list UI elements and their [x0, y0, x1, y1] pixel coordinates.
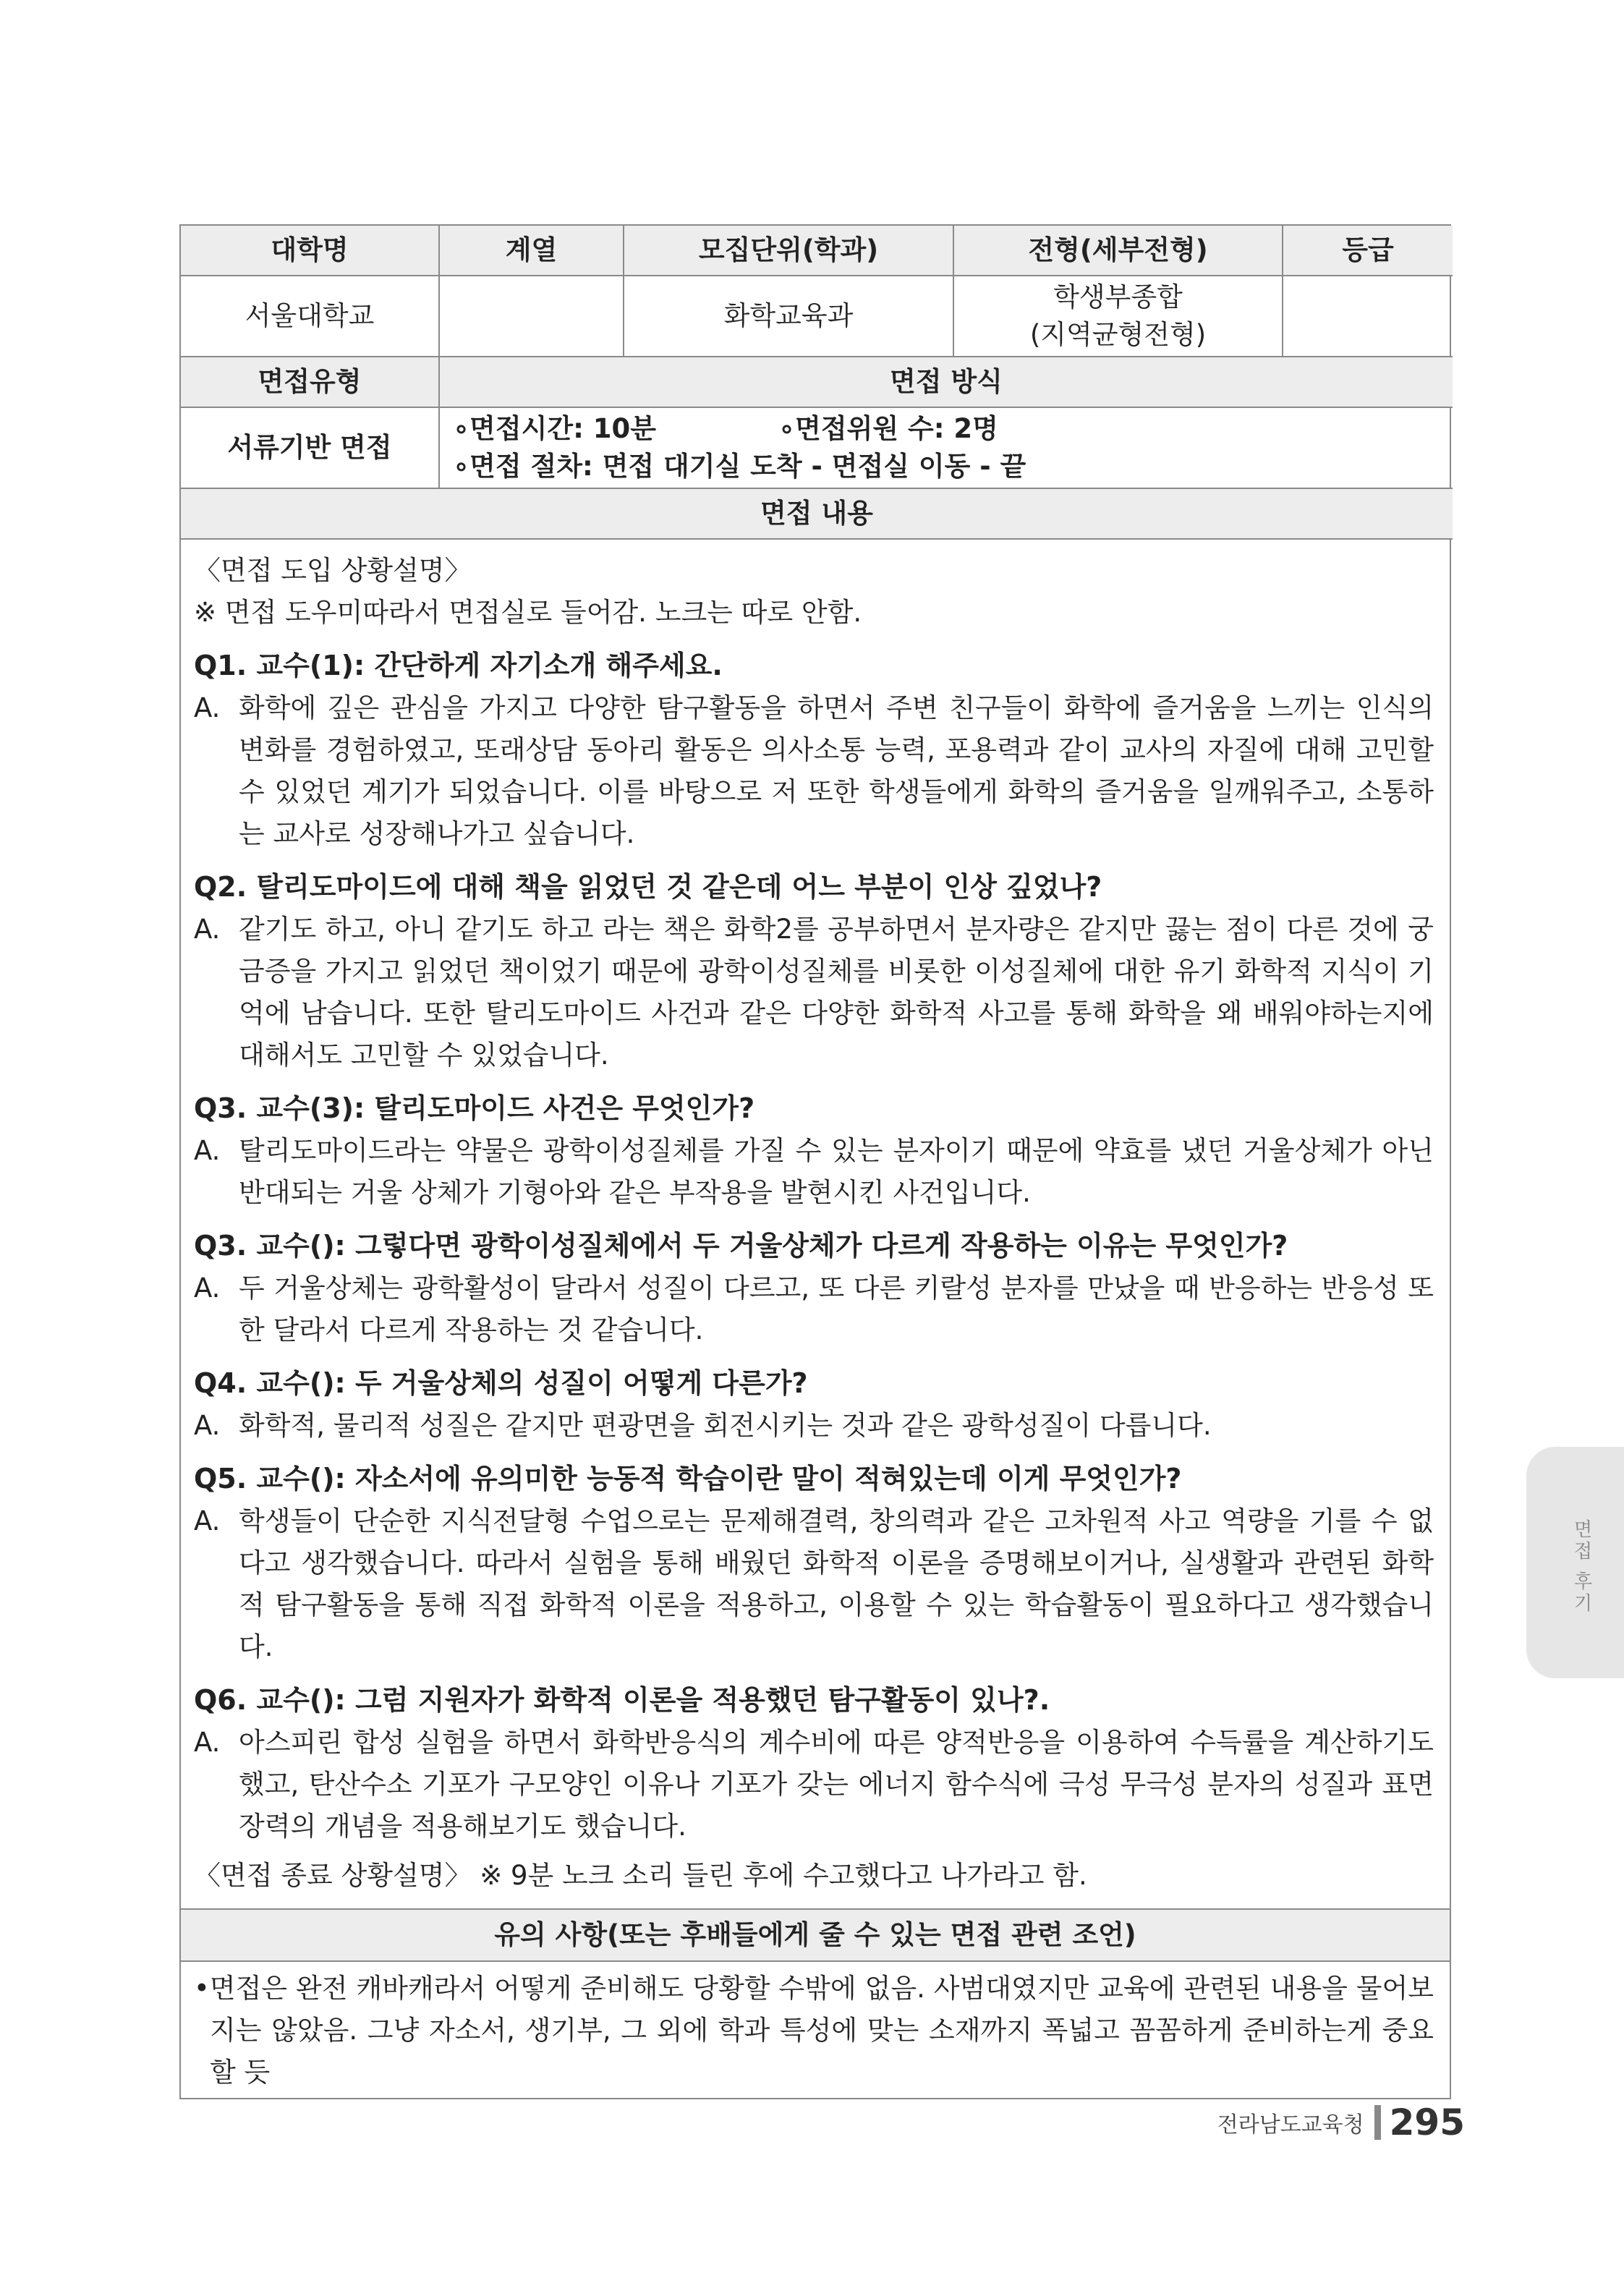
grade-value — [1283, 276, 1453, 357]
qa-item — [194, 644, 1434, 855]
interview-method-details — [439, 407, 1453, 488]
admission-line-2: (지역균형전형) — [1029, 319, 1207, 350]
page-footer — [1217, 2101, 1465, 2143]
question: Q1. 교수(1): 간단하게 자기소개 해주세요. — [194, 650, 723, 681]
interview-type-value: 서류기반 면접 — [181, 407, 439, 488]
qa-item — [194, 1087, 1434, 1214]
header-admission: 전형(세부전형) — [953, 226, 1283, 276]
question: Q3. 교수(3): 탈리도마이드 사건은 무엇인가? — [194, 1092, 755, 1124]
footer-divider — [1374, 2105, 1381, 2140]
page-number: 295 — [1389, 2101, 1465, 2143]
interviewer-count: ∘면접위원 수: 2명 — [778, 413, 998, 444]
closing-note: 〈면접 종료 상황설명〉 ※ 9분 노크 소리 들린 후에 수고했다고 나가라고 함. — [194, 1860, 1087, 1891]
question: Q4. 교수(): 두 거울상체의 성질이 어떻게 다른가? — [194, 1367, 808, 1399]
side-tab-label: 면접 후기 — [1570, 1519, 1592, 1615]
answer: A. 아스피린 합성 실험을 하면서 화학반응식의 계수비에 따른 양적반응을 이용하여 수득률을 계산하기도 했고, 탄산수소 기포가 구모양인 이유나 기포가 갖는 에너지 함수식에 극성 무극성 분자의 성질과 표면장력의 개념을 적용해보기도 했습니다. — [194, 1727, 1434, 1842]
admission-value — [953, 276, 1283, 357]
answer: A. 두 거울상체는 광학활성이 달라서 성질이 다르고, 또 다른 키랄성 분자를 만났을 때 반응하는 반응성 또한 달라서 다르게 작용하는 것 같습니다. — [194, 1272, 1434, 1346]
header-field: 계열 — [439, 226, 624, 276]
qa-item — [194, 1678, 1434, 1848]
interview-type-label: 면접유형 — [181, 357, 439, 407]
answer: A. 화학에 깊은 관심을 가지고 다양한 탐구활동을 하면서 주변 친구들이 화학에 즐거움을 느끼는 인식의 변화를 경험하였고, 또래상담 동아리 활동은 의사소통 능력, 포용력과 같이 교사의 자질에 대해 고민할 수 있었던 계기가 되었습니다. 이를 바탕으로 저 또한 학생들에게 화학의 즐거움을 일깨워주고, 소통하는 교사로 성장해나가고 싶습니다. — [194, 692, 1434, 849]
admission-line-1: 학생부종합 — [1053, 281, 1183, 313]
interview-method-label: 면접 방식 — [439, 357, 1453, 407]
side-tab — [1526, 1447, 1624, 1678]
content-label: 면접 내용 — [181, 488, 1453, 539]
university-value: 서울대학교 — [181, 276, 439, 357]
interview-time: ∘면접시간: 10분 — [453, 413, 657, 444]
info-table — [181, 226, 1453, 540]
qa-item — [194, 1457, 1434, 1668]
advice-label: 유의 사항(또는 후배들에게 줄 수 있는 면접 관련 조언) — [181, 1910, 1450, 1962]
header-department: 모집단위(학과) — [624, 226, 953, 276]
interview-content — [181, 540, 1450, 1910]
question: Q6. 교수(): 그럼 지원자가 화학적 이론을 적용했던 탐구활동이 있나?. — [194, 1684, 1050, 1716]
advice-text: •면접은 완전 캐바캐라서 어떻게 준비해도 당황할 수밖에 없음. 사범대였지만 교육에 관련된 내용을 물어보지는 않았음. 그냥 자소서, 생기부, 그 외에 학과 특성에 맞는 소재까지 폭넓고 꼼꼼하게 준비하는게 중요할 듯 — [194, 1973, 1434, 2088]
answer: A. 같기도 하고, 아니 같기도 하고 라는 책은 화학2를 공부하면서 분자량은 같지만 끓는 점이 다른 것에 궁금증을 가지고 읽었던 책이었기 때문에 광학이성질체를 비롯한 이성질체에 대한 유기 화학적 지식이 기억에 남습니다. 또한 탈리도마이드 사건과 같은 다양한 화학적 사고를 통해 화학을 왜 배워야하는지에 대해서도 고민할 수 있었습니다. — [194, 914, 1434, 1071]
interview-record-sheet — [179, 224, 1451, 2099]
field-value — [439, 276, 624, 357]
answer: A. 탈리도마이드라는 약물은 광학이성질체를 가질 수 있는 분자이기 때문에 약효를 냈던 거울상체가 아닌 반대되는 거울 상체가 기형아와 같은 부작용을 발현시킨 사건입니다. — [194, 1135, 1434, 1208]
intro-title: 〈면접 도입 상황설명〉 — [194, 555, 472, 586]
answer: A. 화학적, 물리적 성질은 같지만 편광면을 회전시키는 것과 같은 광학성질이 다릅니다. — [194, 1410, 1212, 1441]
interview-procedure: ∘면접 절차: 면접 대기실 도착 - 면접실 이동 - 끝 — [453, 451, 1026, 482]
qa-item — [194, 1224, 1434, 1351]
question: Q3. 교수(): 그렇다면 광학이성질체에서 두 거울상체가 다르게 작용하는 이유는 무엇인가? — [194, 1230, 1288, 1262]
question: Q2. 탈리도마이드에 대해 책을 읽었던 것 같은데 어느 부분이 인상 깊었나? — [194, 871, 1102, 903]
header-grade: 등급 — [1283, 226, 1453, 276]
footer-org: 전라남도교육청 — [1217, 2112, 1364, 2138]
intro-note: ※ 면접 도우미따라서 면접실로 들어감. 노크는 따로 안함. — [194, 597, 862, 628]
header-university: 대학명 — [181, 226, 439, 276]
qa-item — [194, 1361, 1434, 1447]
department-value: 화학교육과 — [624, 276, 953, 357]
answer: A. 학생들이 단순한 지식전달형 수업으로는 문제해결력, 창의력과 같은 고차원적 사고 역량을 기를 수 없다고 생각했습니다. 따라서 실험을 통해 배웠던 화학적 이론을 증명해보이거나, 실생활과 관련된 화학적 탐구활동을 통해 직접 화학적 이론을 적용하고, 이용할 수 있는 학습활동이 필요하다고 생각했습니다. — [194, 1505, 1434, 1662]
question: Q5. 교수(): 자소서에 유의미한 능동적 학습이란 말이 적혀있는데 이게 무엇인가? — [194, 1463, 1182, 1495]
qa-item — [194, 865, 1434, 1076]
